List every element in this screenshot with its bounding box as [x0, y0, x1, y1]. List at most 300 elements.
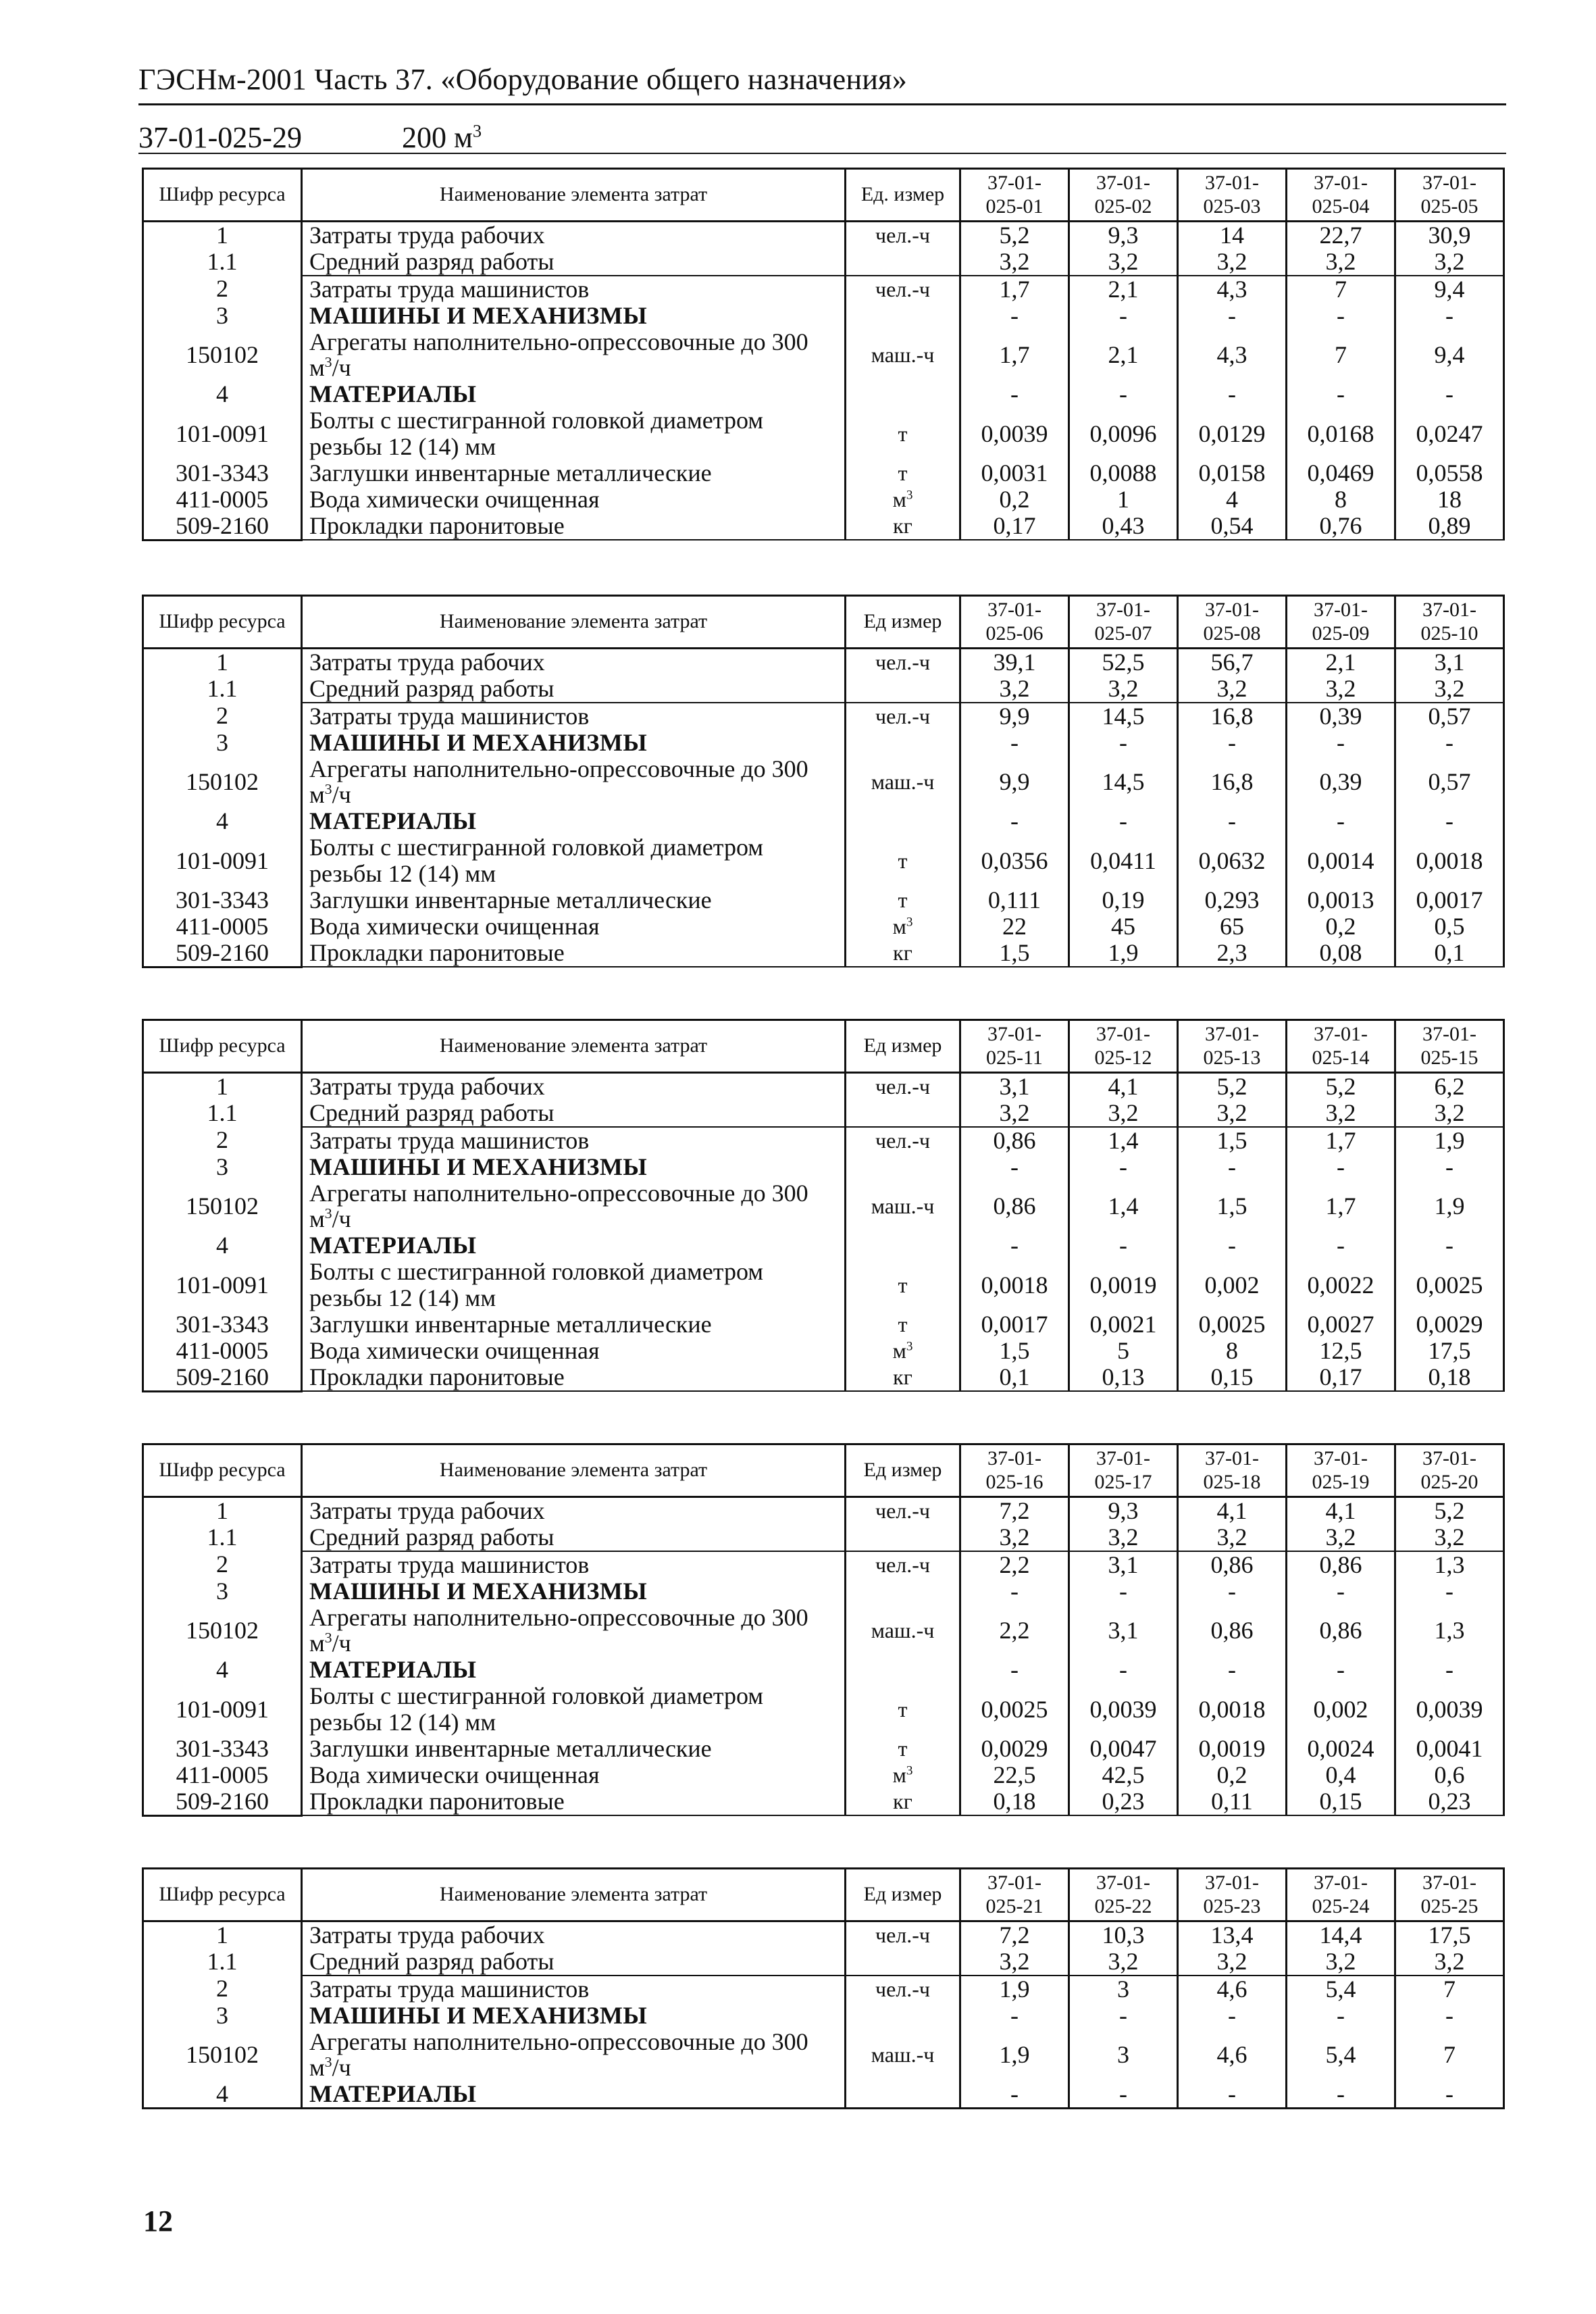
norm-value: 0,0041 [1395, 1736, 1504, 1762]
norm-value: - [1287, 303, 1395, 329]
norm-value: - [960, 1657, 1069, 1683]
norm-value: 0,0469 [1287, 460, 1395, 486]
norm-table [142, 595, 1505, 968]
norm-value: 3,2 [960, 1524, 1069, 1551]
table-row [143, 486, 1504, 513]
resource-name: Болты с шестигранной головкой диаметром резьбы 12 (14) мм [302, 1259, 846, 1311]
norm-value: 0,4 [1287, 1762, 1395, 1788]
norm-value: 0,0018 [1178, 1683, 1287, 1736]
table-row [143, 1578, 1504, 1605]
norm-value: - [1178, 730, 1287, 756]
table-row [143, 1657, 1504, 1683]
header-norm-code: 37-01- 025-16 [960, 1444, 1069, 1497]
resource-code: 301-3343 [143, 460, 302, 486]
header-name: Наименование элемента затрат [302, 596, 846, 649]
norm-value: 65 [1178, 913, 1287, 940]
norm-value: - [1178, 808, 1287, 834]
resource-name: Заглушки инвентарные металлические [302, 887, 846, 913]
norm-value: 0,57 [1395, 703, 1504, 730]
table-header-row [143, 169, 1504, 222]
norm-table [142, 1019, 1505, 1392]
table-row [143, 676, 1504, 703]
resource-code: 3 [143, 1578, 302, 1605]
norm-value: 0,1 [960, 1364, 1069, 1391]
section-code: 37-01-025-29 [138, 121, 302, 154]
table-row [143, 940, 1504, 967]
table-row [143, 834, 1504, 887]
resource-code: 1 [143, 222, 302, 249]
header-code: Шифр ресурса [143, 1869, 302, 1921]
header-norm-code: 37-01- 025-13 [1178, 1020, 1287, 1073]
norm-value: 0,11 [1178, 1788, 1287, 1815]
resource-name: МАТЕРИАЛЫ [302, 2081, 846, 2108]
resource-code: 1.1 [143, 249, 302, 276]
resource-code: 150102 [143, 756, 302, 809]
norm-value: 0,0022 [1287, 1259, 1395, 1311]
norm-value: 3,2 [1287, 249, 1395, 276]
resource-code: 509-2160 [143, 513, 302, 540]
header-code: Шифр ресурса [143, 1444, 302, 1497]
resource-name: Агрегаты наполнительно-опрессовочные до 300 $м^3/ч$ [302, 756, 846, 809]
table-row [143, 756, 1504, 809]
norm-value: 1,5 [960, 940, 1069, 967]
norm-value: 0,0129 [1178, 407, 1287, 460]
norm-value: - [1069, 1232, 1178, 1259]
table-row [143, 303, 1504, 329]
header-norm-code: 37-01- 025-14 [1287, 1020, 1395, 1073]
norm-value: 4,3 [1178, 329, 1287, 382]
table-header-row [143, 1444, 1504, 1497]
norm-value: - [960, 303, 1069, 329]
resource-code: 1.1 [143, 1100, 302, 1127]
resource-unit: т [846, 1736, 960, 1762]
norm-value: 3,2 [1178, 676, 1287, 703]
norm-value: - [1395, 1657, 1504, 1683]
norm-value: 3,2 [1287, 1524, 1395, 1551]
resource-code: 411-0005 [143, 1762, 302, 1788]
norm-value: 0,23 [1069, 1788, 1178, 1815]
table-row [143, 1259, 1504, 1311]
norm-value: 2,2 [960, 1551, 1069, 1578]
norm-value: 1,7 [960, 276, 1069, 303]
superscript: 3 [324, 2054, 332, 2071]
norm-value: - [1178, 1657, 1287, 1683]
norm-value: 1,3 [1395, 1551, 1504, 1578]
header-norm-code: 37-01- 025-02 [1069, 169, 1178, 222]
resource-code: 3 [143, 1154, 302, 1180]
header-code: Шифр ресурса [143, 596, 302, 649]
resource-name: Вода химически очищенная [302, 1338, 846, 1364]
resource-code: 101-0091 [143, 1683, 302, 1736]
norm-value: 3,2 [1069, 1100, 1178, 1127]
resource-unit [846, 1657, 960, 1683]
norm-value: 0,0168 [1287, 407, 1395, 460]
norm-value: 0,1 [1395, 940, 1504, 967]
table-row [143, 1921, 1504, 1948]
superscript: 3 [906, 488, 913, 503]
resource-code: 2 [143, 703, 302, 730]
norm-value: 1,4 [1069, 1180, 1178, 1233]
resource-unit: чел.-ч [846, 1976, 960, 2003]
table-row [143, 1736, 1504, 1762]
norm-value: 14,4 [1287, 1921, 1395, 1948]
norm-value: - [1395, 381, 1504, 407]
header-norm-code: 37-01- 025-18 [1178, 1444, 1287, 1497]
resource-unit: маш.-ч [846, 1605, 960, 1657]
norm-value: 0,0039 [960, 407, 1069, 460]
norm-value: 7 [1287, 329, 1395, 382]
table-row [143, 913, 1504, 940]
table-row [143, 2003, 1504, 2029]
resource-unit [846, 303, 960, 329]
header-unit: Ед измер [846, 596, 960, 649]
resource-unit: маш.-ч [846, 329, 960, 382]
header-name: Наименование элемента затрат [302, 1020, 846, 1073]
norm-value: 2,1 [1069, 276, 1178, 303]
norm-value: 30,9 [1395, 222, 1504, 249]
table-row [143, 222, 1504, 249]
norm-value: 3,1 [960, 1073, 1069, 1100]
norm-value: 56,7 [1178, 649, 1287, 676]
resource-code: 301-3343 [143, 887, 302, 913]
resource-unit: чел.-ч [846, 222, 960, 249]
norm-value: 1,4 [1069, 1127, 1178, 1154]
resource-unit: маш.-ч [846, 1180, 960, 1233]
resource-name: Средний разряд работы [302, 676, 846, 703]
resource-name: Затраты труда рабочих [302, 222, 846, 249]
resource-name: МАШИНЫ И МЕХАНИЗМЫ [302, 1578, 846, 1605]
header-norm-code: 37-01- 025-24 [1287, 1869, 1395, 1921]
resource-unit: кг [846, 513, 960, 540]
norm-value: 3,2 [1178, 1100, 1287, 1127]
resource-unit [846, 1948, 960, 1976]
norm-value: 0,39 [1287, 756, 1395, 809]
header-unit: Ед измер [846, 1020, 960, 1073]
resource-unit: чел.-ч [846, 649, 960, 676]
resource-name: Средний разряд работы [302, 1100, 846, 1127]
table-row [143, 460, 1504, 486]
norm-value: 3,2 [960, 1948, 1069, 1976]
norm-value: 2,1 [1287, 649, 1395, 676]
norm-value: 0,0047 [1069, 1736, 1178, 1762]
norm-value: - [1178, 1578, 1287, 1605]
norm-value: 4,1 [1178, 1497, 1287, 1524]
resource-name: Болты с шестигранной головкой диаметром резьбы 12 (14) мм [302, 407, 846, 460]
norm-value: 18 [1395, 486, 1504, 513]
norm-value: - [1069, 1657, 1178, 1683]
resource-code: 101-0091 [143, 1259, 302, 1311]
norm-value: 4,3 [1178, 276, 1287, 303]
norm-value: 3,2 [1287, 1948, 1395, 1976]
norm-value: 7,2 [960, 1921, 1069, 1948]
norm-value: 0,0558 [1395, 460, 1504, 486]
norm-value: 5,2 [960, 222, 1069, 249]
resource-name: Агрегаты наполнительно-опрессовочные до 300 $м^3/ч$ [302, 1605, 846, 1657]
norm-value: 16,8 [1178, 703, 1287, 730]
norm-value: 0,0013 [1287, 887, 1395, 913]
norm-value: 0,89 [1395, 513, 1504, 540]
resource-code: 301-3343 [143, 1311, 302, 1338]
table-row [143, 407, 1504, 460]
resource-unit: $м^3$ [846, 913, 960, 940]
resource-code: 1 [143, 1497, 302, 1524]
norm-value: 0,2 [1287, 913, 1395, 940]
resource-code: 2 [143, 1976, 302, 2003]
table-header-row [143, 1020, 1504, 1073]
norm-value: - [960, 1154, 1069, 1180]
resource-name: Агрегаты наполнительно-опрессовочные до 300 $м^3/ч$ [302, 2029, 846, 2082]
resource-unit: маш.-ч [846, 756, 960, 809]
norm-value: - [1395, 1154, 1504, 1180]
superscript: 3 [324, 354, 332, 371]
norm-value: 0,0025 [1395, 1259, 1504, 1311]
norm-value: 52,5 [1069, 649, 1178, 676]
header-unit: Ед измер [846, 1444, 960, 1497]
table-row [143, 730, 1504, 756]
resource-code: 150102 [143, 2029, 302, 2082]
norm-value: 0,2 [1178, 1762, 1287, 1788]
resource-name: МАТЕРИАЛЫ [302, 381, 846, 407]
norm-value: 3,2 [1178, 1524, 1287, 1551]
resource-name: Прокладки паронитовые [302, 513, 846, 540]
resource-code: 3 [143, 303, 302, 329]
norm-value: 17,5 [1395, 1921, 1504, 1948]
norm-value: - [1287, 1232, 1395, 1259]
norm-value: - [1395, 303, 1504, 329]
norm-value: 7 [1395, 1976, 1504, 2003]
norm-value: 0,0029 [1395, 1311, 1504, 1338]
norm-value: 0,0247 [1395, 407, 1504, 460]
resource-name: Средний разряд работы [302, 249, 846, 276]
norm-value: - [1287, 2081, 1395, 2108]
resource-unit: чел.-ч [846, 1127, 960, 1154]
norm-value: 0,0014 [1287, 834, 1395, 887]
norm-value: - [960, 2003, 1069, 2029]
norm-value: 3,2 [1287, 1100, 1395, 1127]
norm-value: 3,2 [960, 1100, 1069, 1127]
norm-value: 0,0027 [1287, 1311, 1395, 1338]
norm-value: 4,6 [1178, 1976, 1287, 2003]
header-name: Наименование элемента затрат [302, 169, 846, 222]
resource-unit [846, 1232, 960, 1259]
norm-value: 0,23 [1395, 1788, 1504, 1815]
norm-value: 0,002 [1287, 1683, 1395, 1736]
norm-value: 22,5 [960, 1762, 1069, 1788]
resource-name: Вода химически очищенная [302, 913, 846, 940]
norm-value: 2,2 [960, 1605, 1069, 1657]
norm-value: 0,0017 [960, 1311, 1069, 1338]
norm-value: - [1395, 1232, 1504, 1259]
norm-value: 0,5 [1395, 913, 1504, 940]
norm-value: 0,0025 [960, 1683, 1069, 1736]
table-row [143, 1788, 1504, 1815]
header-unit: Ед измер [846, 1869, 960, 1921]
norm-value: 0,0158 [1178, 460, 1287, 486]
norm-value: 17,5 [1395, 1338, 1504, 1364]
norm-value: 0,13 [1069, 1364, 1178, 1391]
norm-value: 7 [1395, 2029, 1504, 2082]
norm-value: 12,5 [1287, 1338, 1395, 1364]
section-unit [402, 120, 482, 155]
norm-value: 3,2 [1395, 1524, 1504, 1551]
norm-value: 0,15 [1178, 1364, 1287, 1391]
table-row [143, 1073, 1504, 1100]
norm-value: 3,2 [960, 676, 1069, 703]
norm-value: - [1178, 1154, 1287, 1180]
resource-code: 1.1 [143, 1948, 302, 1976]
norm-value: 3 [1069, 1976, 1178, 2003]
resource-code: 4 [143, 381, 302, 407]
resource-name: МАТЕРИАЛЫ [302, 808, 846, 834]
resource-name: МАТЕРИАЛЫ [302, 1657, 846, 1683]
header-norm-code: 37-01- 025-11 [960, 1020, 1069, 1073]
resource-unit: чел.-ч [846, 1921, 960, 1948]
header-code: Шифр ресурса [143, 169, 302, 222]
superscript: 3 [324, 781, 332, 798]
norm-value: 1 [1069, 486, 1178, 513]
norm-value: 1,9 [960, 1976, 1069, 2003]
norm-value: 4,6 [1178, 2029, 1287, 2082]
resource-unit [846, 249, 960, 276]
norm-value: 0,2 [960, 486, 1069, 513]
header-norm-code: 37-01- 025-15 [1395, 1020, 1504, 1073]
norm-value: 16,8 [1178, 756, 1287, 809]
table-header-row [143, 596, 1504, 649]
norm-value: 1,9 [960, 2029, 1069, 2082]
norm-value: - [1287, 1657, 1395, 1683]
norm-value: 3,2 [960, 249, 1069, 276]
resource-unit: т [846, 1683, 960, 1736]
page-header [138, 62, 1506, 105]
norm-value: 0,86 [1178, 1551, 1287, 1578]
norm-value: 7 [1287, 276, 1395, 303]
norm-value: - [960, 730, 1069, 756]
resource-unit: т [846, 1259, 960, 1311]
norm-value: 0,0018 [1395, 834, 1504, 887]
table-row [143, 1338, 1504, 1364]
resource-name: МАШИНЫ И МЕХАНИЗМЫ [302, 1154, 846, 1180]
superscript: 3 [324, 1630, 332, 1646]
norm-value: 1,5 [960, 1338, 1069, 1364]
norm-value: 0,0031 [960, 460, 1069, 486]
resource-code: 1 [143, 649, 302, 676]
resource-name: Прокладки паронитовые [302, 1788, 846, 1815]
norm-value: 5,4 [1287, 1976, 1395, 2003]
resource-name: Прокладки паронитовые [302, 940, 846, 967]
resource-code: 4 [143, 808, 302, 834]
norm-value: - [1069, 1154, 1178, 1180]
resource-name: Затраты труда рабочих [302, 1921, 846, 1948]
resource-code: 150102 [143, 329, 302, 382]
norm-value: 0,0018 [960, 1259, 1069, 1311]
norm-value: 22,7 [1287, 222, 1395, 249]
header-norm-code: 37-01- 025-07 [1069, 596, 1178, 649]
norm-value: 0,86 [1287, 1605, 1395, 1657]
norm-value: 3,2 [1069, 1948, 1178, 1976]
resource-name: Средний разряд работы [302, 1524, 846, 1551]
norm-value: 0,0411 [1069, 834, 1178, 887]
norm-value: 3,2 [1395, 1948, 1504, 1976]
resource-unit: чел.-ч [846, 276, 960, 303]
resource-code: 4 [143, 1657, 302, 1683]
norm-value: - [1287, 2003, 1395, 2029]
header-norm-code: 37-01- 025-10 [1395, 596, 1504, 649]
resource-name: Затраты труда рабочих [302, 1073, 846, 1100]
resource-name: Заглушки инвентарные металлические [302, 1311, 846, 1338]
resource-code: 1.1 [143, 1524, 302, 1551]
norm-value: 3,2 [1395, 249, 1504, 276]
norm-value: 0,39 [1287, 703, 1395, 730]
norm-table [142, 1867, 1505, 2109]
section-unit-value: 200 м [402, 121, 473, 154]
resource-name: Прокладки паронитовые [302, 1364, 846, 1391]
resource-code: 2 [143, 1551, 302, 1578]
norm-value: - [960, 1578, 1069, 1605]
norm-value: 0,0632 [1178, 834, 1287, 887]
norm-value: 0,43 [1069, 513, 1178, 540]
table-row [143, 249, 1504, 276]
resource-code: 1 [143, 1073, 302, 1100]
table-row [143, 2029, 1504, 2082]
resource-code: 411-0005 [143, 913, 302, 940]
resource-name: Затраты труда рабочих [302, 649, 846, 676]
norm-value: 0,0029 [960, 1736, 1069, 1762]
table-row [143, 276, 1504, 303]
table-row [143, 1976, 1504, 2003]
norm-value: 3,2 [1395, 676, 1504, 703]
norm-value: - [1069, 808, 1178, 834]
norm-value: 14 [1178, 222, 1287, 249]
header-code: Шифр ресурса [143, 1020, 302, 1073]
resource-unit [846, 2081, 960, 2108]
header-norm-code: 37-01- 025-06 [960, 596, 1069, 649]
norm-value: 22 [960, 913, 1069, 940]
norm-value: 13,4 [1178, 1921, 1287, 1948]
norm-value: 14,5 [1069, 756, 1178, 809]
norm-value: 1,7 [1287, 1180, 1395, 1233]
resource-unit: чел.-ч [846, 1497, 960, 1524]
resource-name: Затраты труда машинистов [302, 1976, 846, 2003]
resource-code: 1 [143, 1921, 302, 1948]
resource-name: Затраты труда машинистов [302, 276, 846, 303]
norm-value: 3,2 [1287, 676, 1395, 703]
norm-value: - [1395, 730, 1504, 756]
header-name: Наименование элемента затрат [302, 1869, 846, 1921]
resource-unit: кг [846, 940, 960, 967]
header-norm-code: 37-01- 025-09 [1287, 596, 1395, 649]
norm-value: 14,5 [1069, 703, 1178, 730]
norm-value: 9,3 [1069, 1497, 1178, 1524]
header-name: Наименование элемента затрат [302, 1444, 846, 1497]
norm-value: 0,0024 [1287, 1736, 1395, 1762]
norm-value: 3,2 [1178, 249, 1287, 276]
norm-value: 3,2 [1069, 249, 1178, 276]
norm-value: - [1069, 1578, 1178, 1605]
norm-value: 3,1 [1069, 1605, 1178, 1657]
norm-value: - [960, 2081, 1069, 2108]
table-row [143, 2081, 1504, 2108]
superscript: 3 [906, 915, 913, 930]
resource-unit [846, 2003, 960, 2029]
header-norm-code: 37-01- 025-04 [1287, 169, 1395, 222]
resource-code: 509-2160 [143, 940, 302, 967]
table-row [143, 329, 1504, 382]
resource-name: Вода химически очищенная [302, 1762, 846, 1788]
resource-unit: кг [846, 1788, 960, 1815]
norm-value: 0,0017 [1395, 887, 1504, 913]
resource-code: 411-0005 [143, 1338, 302, 1364]
resource-unit [846, 676, 960, 703]
